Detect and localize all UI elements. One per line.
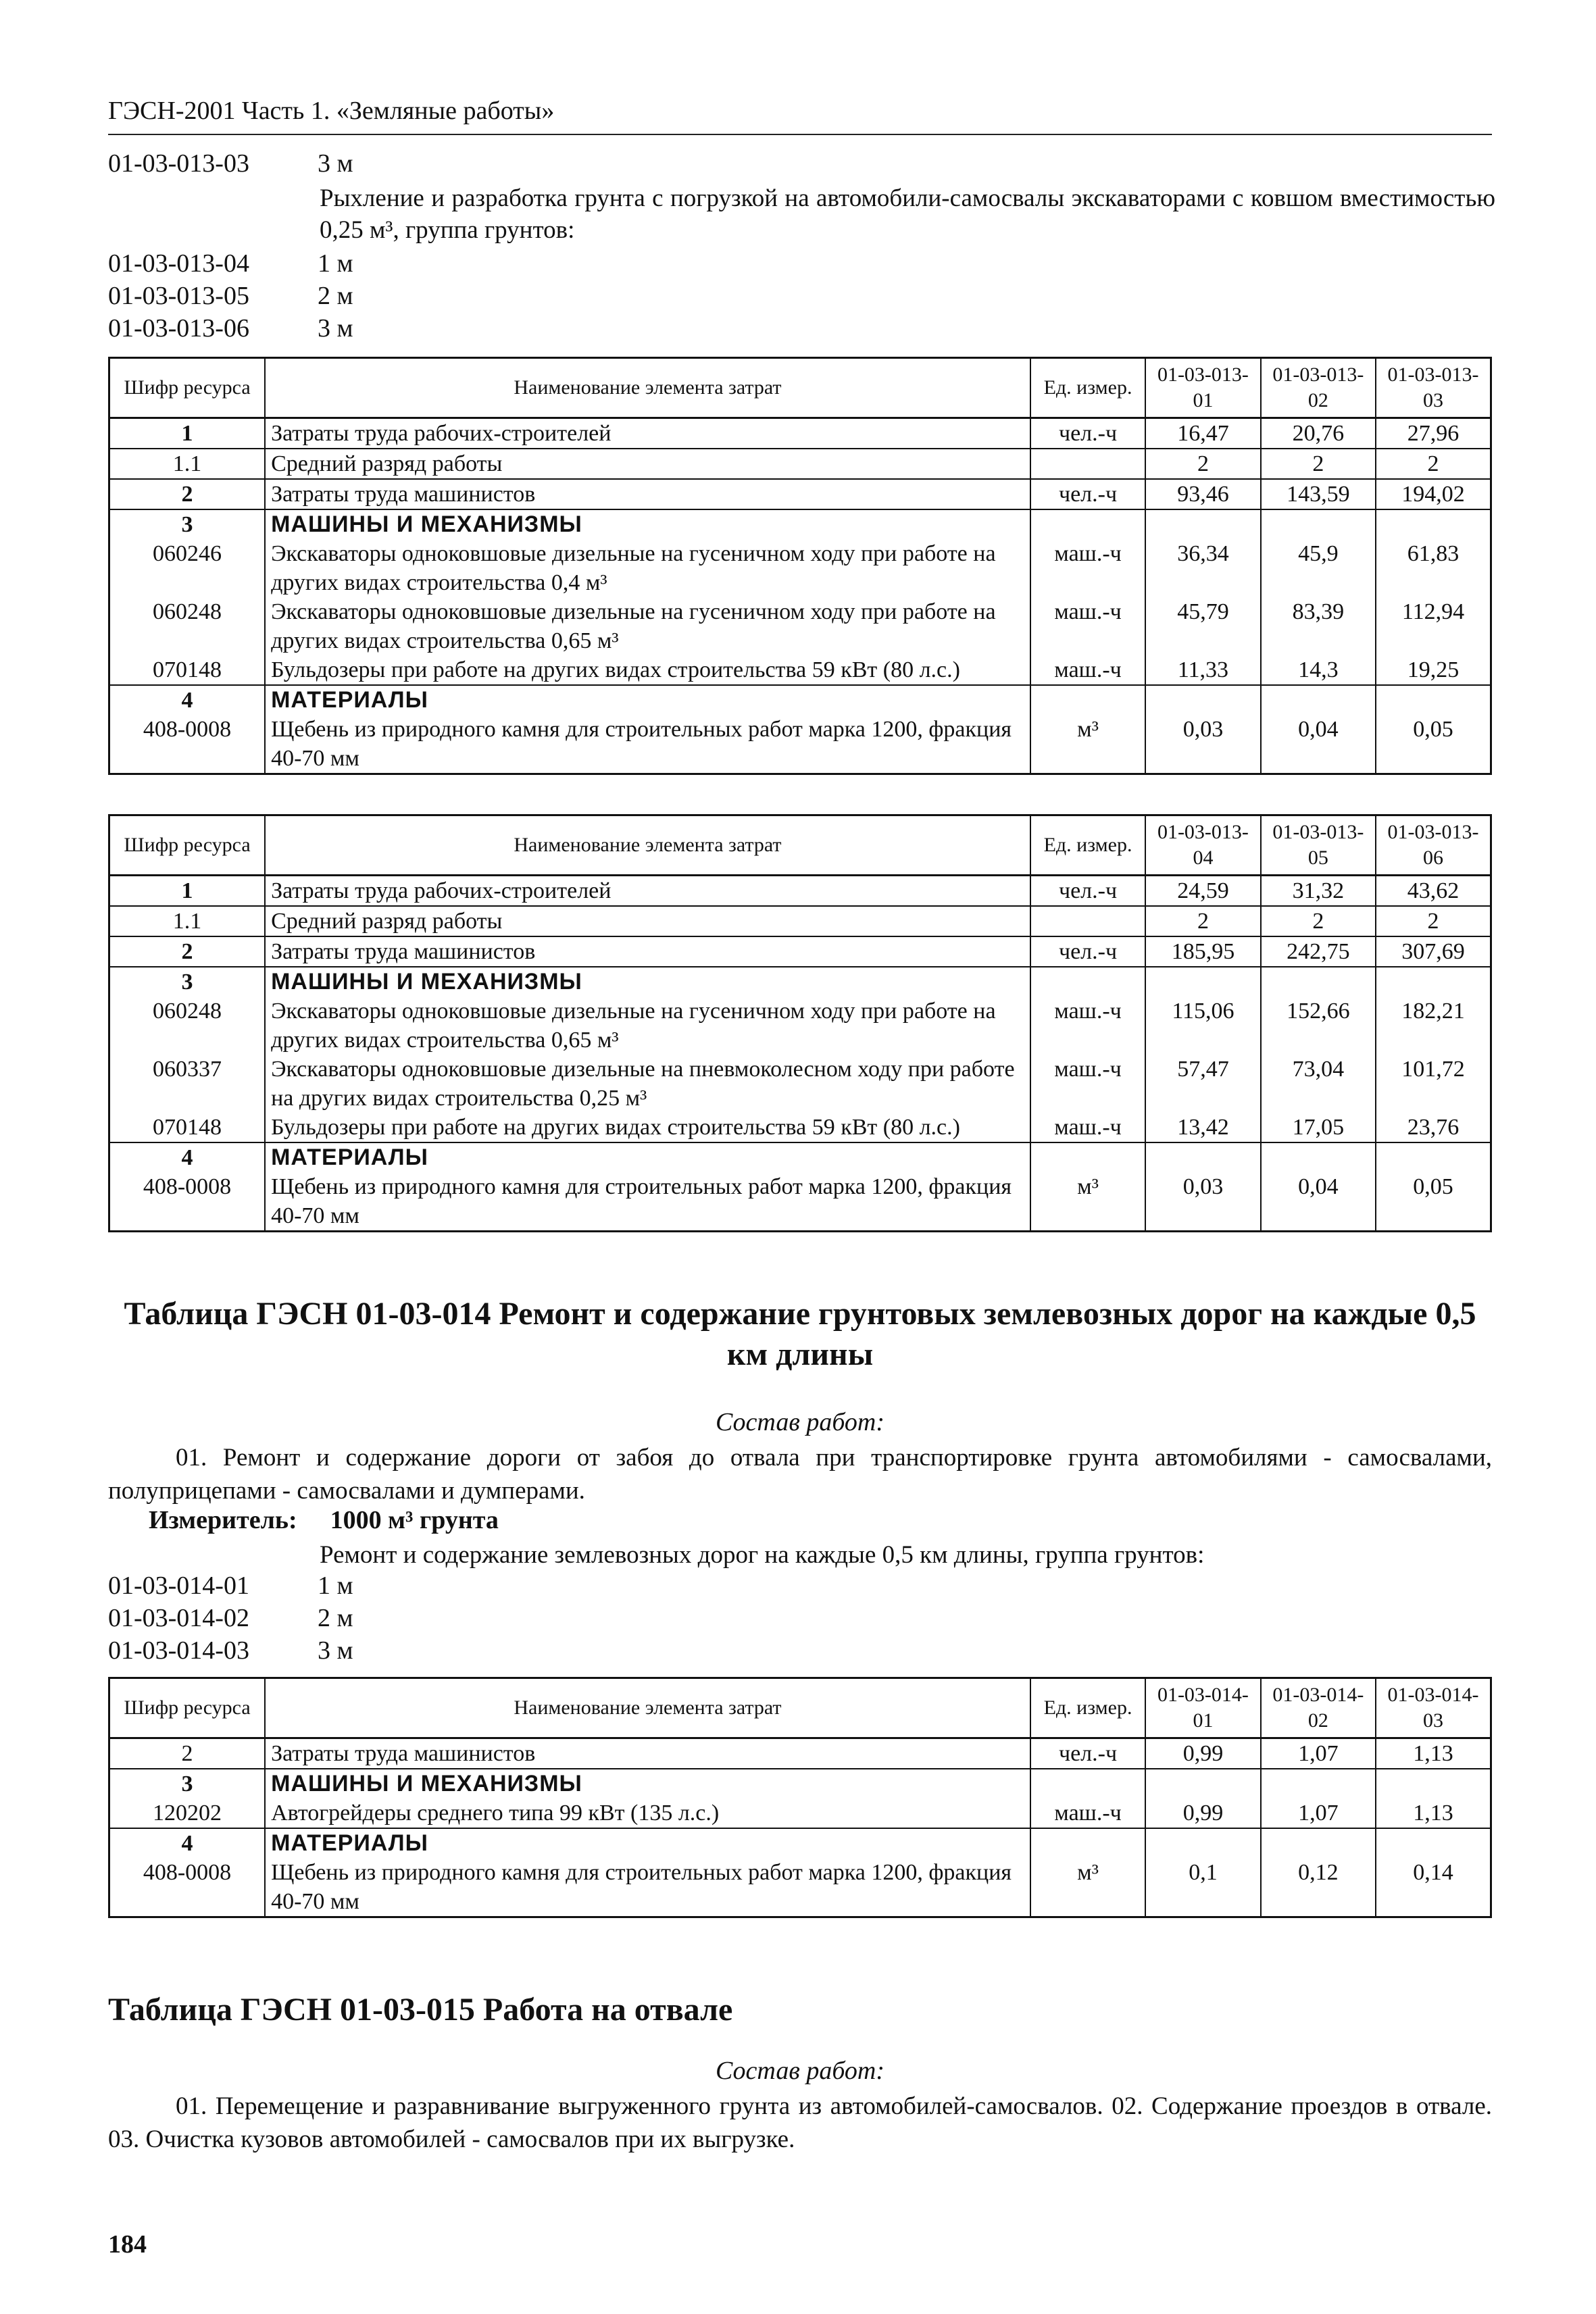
- resource-value: 57,47: [1145, 1055, 1260, 1113]
- measure-value: 1000 м³ грунта: [330, 1506, 499, 1534]
- col-header-norm: 01-03-014-01: [1145, 1678, 1260, 1738]
- resource-name: Затраты труда машинистов: [265, 936, 1030, 967]
- group-row: [109, 1769, 1491, 1799]
- page-number: 184: [108, 2230, 147, 2259]
- table-row: [109, 1799, 1491, 1828]
- document-page: [108, 0, 1493, 2314]
- resource-value: 14,3: [1261, 655, 1376, 685]
- table-row: [109, 876, 1491, 907]
- resource-unit: чел.-ч: [1030, 1738, 1145, 1769]
- resource-unit: чел.-ч: [1030, 418, 1145, 449]
- resource-value: 23,76: [1376, 1113, 1491, 1142]
- resource-code: 2: [109, 479, 266, 509]
- resource-name: Затраты труда рабочих-строителей: [265, 876, 1030, 907]
- resource-value: 11,33: [1145, 655, 1260, 685]
- norm-code: 01-03-013-04: [108, 249, 249, 278]
- resource-value: 31,32: [1261, 876, 1376, 907]
- norm-code: 01-03-013-03: [108, 149, 249, 178]
- running-header: ГЭСН-2001 Часть 1. «Земляные работы»: [108, 96, 1492, 135]
- norm-code: 01-03-014-03: [108, 1636, 249, 1665]
- col-header-norm: 01-03-013-03: [1376, 358, 1491, 418]
- resource-value: 2: [1376, 906, 1491, 936]
- resource-value: 152,66: [1261, 997, 1376, 1055]
- table-row: [109, 1055, 1491, 1113]
- table-row: [109, 539, 1491, 597]
- table-row: [109, 1113, 1491, 1142]
- resource-name: Затраты труда машинистов: [265, 1738, 1030, 1769]
- group-row: [109, 1828, 1491, 1858]
- table-row: [109, 597, 1491, 655]
- resource-code: 2: [109, 936, 266, 967]
- resource-name: Автогрейдеры среднего типа 99 кВт (135 л.с.): [265, 1799, 1030, 1828]
- table-row: [109, 479, 1491, 509]
- col-header-norm: 01-03-013-04: [1145, 815, 1260, 876]
- norm-code: 01-03-014-01: [108, 1571, 249, 1600]
- resource-value: 27,96: [1376, 418, 1491, 449]
- col-header-norm: 01-03-013-02: [1261, 358, 1376, 418]
- resource-value: 0,14: [1376, 1858, 1491, 1917]
- resource-table-3: [108, 1677, 1492, 1918]
- table-row: [109, 1172, 1491, 1232]
- resource-name: Средний разряд работы: [265, 449, 1030, 479]
- resource-unit: м³: [1030, 1172, 1145, 1232]
- resource-value: 0,12: [1261, 1858, 1376, 1917]
- code-line: [108, 1603, 353, 1633]
- resource-value: 13,42: [1145, 1113, 1260, 1142]
- group-heading: МАТЕРИАЛЫ: [265, 685, 1030, 715]
- section-title: Таблица ГЭСН 01-03-014 Ремонт и содержание грунтовых землевозных дорог на каждые 0,5 км длины: [124, 1296, 1476, 1372]
- resource-code: 060248: [109, 997, 266, 1055]
- col-header-code: Шифр ресурса: [109, 815, 266, 876]
- table-row: [109, 655, 1491, 685]
- col-header-norm: 01-03-013-06: [1376, 815, 1491, 876]
- resource-value: 2: [1261, 906, 1376, 936]
- resource-value: 0,03: [1145, 715, 1260, 774]
- col-header-norm: 01-03-013-05: [1261, 815, 1376, 876]
- resource-unit: чел.-ч: [1030, 479, 1145, 509]
- resource-name: Затраты труда машинистов: [265, 479, 1030, 509]
- soil-group: 1 м: [318, 1571, 353, 1600]
- group-heading: МАШИНЫ И МЕХАНИЗМЫ: [265, 1769, 1030, 1799]
- norm-code: 01-03-014-02: [108, 1604, 249, 1632]
- soil-group: 2 м: [318, 1604, 353, 1632]
- col-header-unit: Ед. измер.: [1030, 815, 1145, 876]
- resource-code: 060248: [109, 597, 266, 655]
- group-row: [109, 685, 1491, 715]
- resource-value: 2: [1145, 449, 1260, 479]
- resource-unit: маш.-ч: [1030, 539, 1145, 597]
- code-line: [108, 149, 353, 178]
- composition-text: 01. Ремонт и содержание дороги от забоя до отвала при транспортировке грунта автомобилями - самосвалами, полуприцепами - самосвалами и думперами.: [108, 1444, 1492, 1505]
- group-code: 3: [109, 1769, 266, 1799]
- resource-value: 307,69: [1376, 936, 1491, 967]
- resource-value: 43,62: [1376, 876, 1491, 907]
- resource-value: 0,99: [1145, 1799, 1260, 1828]
- table-row: [109, 418, 1491, 449]
- table-row: [109, 715, 1491, 774]
- soil-group: 1 м: [318, 249, 353, 278]
- col-header-name: Наименование элемента затрат: [265, 358, 1030, 418]
- resource-code: 1.1: [109, 906, 266, 936]
- measure-label: Измеритель:: [149, 1506, 297, 1534]
- resource-value: 0,1: [1145, 1858, 1260, 1917]
- resource-table-1: [108, 357, 1492, 775]
- resource-value: 101,72: [1376, 1055, 1491, 1113]
- resource-value: 0,99: [1145, 1738, 1260, 1769]
- group-code: 4: [109, 1142, 266, 1172]
- resource-value: 2: [1145, 906, 1260, 936]
- norm-code: 01-03-013-06: [108, 314, 249, 343]
- norm-description: Ремонт и содержание землевозных дорог на каждые 0,5 км длины, группа грунтов:: [320, 1541, 1205, 1569]
- norm-code: 01-03-013-05: [108, 282, 249, 310]
- resource-value: 93,46: [1145, 479, 1260, 509]
- resource-unit: чел.-ч: [1030, 936, 1145, 967]
- resource-value: 242,75: [1261, 936, 1376, 967]
- resource-value: 24,59: [1145, 876, 1260, 907]
- resource-name: Бульдозеры при работе на других видах строительства 59 кВт (80 л.с.): [265, 655, 1030, 685]
- resource-value: 112,94: [1376, 597, 1491, 655]
- resource-value: 182,21: [1376, 997, 1491, 1055]
- resource-value: 0,04: [1261, 1172, 1376, 1232]
- soil-group: 2 м: [318, 282, 353, 310]
- resource-value: 0,05: [1376, 1172, 1491, 1232]
- resource-value: 36,34: [1145, 539, 1260, 597]
- soil-group: 3 м: [318, 314, 353, 343]
- resource-value: 83,39: [1261, 597, 1376, 655]
- resource-value: 185,95: [1145, 936, 1260, 967]
- code-line: [108, 281, 353, 311]
- resource-value: 0,03: [1145, 1172, 1260, 1232]
- col-header-norm: 01-03-014-03: [1376, 1678, 1491, 1738]
- composition-label: Состав работ:: [715, 2057, 885, 2085]
- col-header-name: Наименование элемента затрат: [265, 1678, 1030, 1738]
- resource-value: 1,07: [1261, 1738, 1376, 1769]
- col-header-unit: Ед. измер.: [1030, 358, 1145, 418]
- resource-code: 070148: [109, 1113, 266, 1142]
- group-heading: МАШИНЫ И МЕХАНИЗМЫ: [265, 509, 1030, 539]
- resource-value: 1,07: [1261, 1799, 1376, 1828]
- table-row: [109, 1858, 1491, 1917]
- code-line: [108, 249, 353, 278]
- resource-value: 2: [1261, 449, 1376, 479]
- soil-group: 3 м: [318, 1636, 353, 1665]
- resource-value: 115,06: [1145, 997, 1260, 1055]
- table-row: [109, 449, 1491, 479]
- group-heading: МАШИНЫ И МЕХАНИЗМЫ: [265, 967, 1030, 997]
- resource-value: 17,05: [1261, 1113, 1376, 1142]
- resource-unit: [1030, 449, 1145, 479]
- resource-name: Экскаваторы одноковшовые дизельные на гусеничном ходу при работе на других видах строительства 0,4 м³: [265, 539, 1030, 597]
- composition-text: 01. Перемещение и разравнивание выгруженного грунта из автомобилей-самосвалов. 02. Содержание проездов в отвале. 03. Очистка кузовов автомобилей - самосвалов при их выгрузке.: [108, 2092, 1492, 2153]
- resource-code: 1.1: [109, 449, 266, 479]
- table-row: [109, 1738, 1491, 1769]
- group-heading: МАТЕРИАЛЫ: [265, 1828, 1030, 1858]
- resource-unit: маш.-ч: [1030, 655, 1145, 685]
- composition-label: Состав работ:: [715, 1408, 885, 1436]
- resource-value: 61,83: [1376, 539, 1491, 597]
- resource-value: 143,59: [1261, 479, 1376, 509]
- resource-name: Экскаваторы одноковшовые дизельные на гусеничном ходу при работе на других видах строительства 0,65 м³: [265, 597, 1030, 655]
- resource-value: 2: [1376, 449, 1491, 479]
- col-header-norm: 01-03-014-02: [1261, 1678, 1376, 1738]
- resource-value: 73,04: [1261, 1055, 1376, 1113]
- resource-name: Щебень из природного камня для строительных работ марка 1200, фракция 40-70 мм: [265, 1858, 1030, 1917]
- col-header-code: Шифр ресурса: [109, 358, 266, 418]
- resource-code: 408-0008: [109, 715, 266, 774]
- code-line: [108, 1636, 353, 1665]
- group-code: 3: [109, 509, 266, 539]
- resource-value: 0,05: [1376, 715, 1491, 774]
- resource-unit: маш.-ч: [1030, 597, 1145, 655]
- code-line: [108, 1571, 353, 1601]
- group-row: [109, 967, 1491, 997]
- group-code: 4: [109, 685, 266, 715]
- group-code: 4: [109, 1828, 266, 1858]
- group-row: [109, 509, 1491, 539]
- resource-value: 1,13: [1376, 1738, 1491, 1769]
- group-row: [109, 1142, 1491, 1172]
- resource-value: 16,47: [1145, 418, 1260, 449]
- resource-code: 070148: [109, 655, 266, 685]
- norm-description: Рыхление и разработка грунта с погрузкой на автомобили-самосвалы экскаваторами с ковшом вместимостью 0,25 м³, группа грунтов:: [320, 184, 1495, 244]
- resource-value: 1,13: [1376, 1799, 1491, 1828]
- resource-name: Щебень из природного камня для строительных работ марка 1200, фракция 40-70 мм: [265, 715, 1030, 774]
- resource-code: 408-0008: [109, 1858, 266, 1917]
- col-header-norm: 01-03-013-01: [1145, 358, 1260, 418]
- resource-code: 1: [109, 418, 266, 449]
- resource-name: Затраты труда рабочих-строителей: [265, 418, 1030, 449]
- resource-code: 060337: [109, 1055, 266, 1113]
- col-header-code: Шифр ресурса: [109, 1678, 266, 1738]
- col-header-name: Наименование элемента затрат: [265, 815, 1030, 876]
- resource-unit: [1030, 906, 1145, 936]
- resource-code: 408-0008: [109, 1172, 266, 1232]
- resource-value: 19,25: [1376, 655, 1491, 685]
- table-row: [109, 906, 1491, 936]
- resource-unit: чел.-ч: [1030, 876, 1145, 907]
- resource-value: 45,9: [1261, 539, 1376, 597]
- resource-table-2: [108, 814, 1492, 1232]
- resource-unit: маш.-ч: [1030, 1055, 1145, 1113]
- resource-name: Средний разряд работы: [265, 906, 1030, 936]
- resource-name: Бульдозеры при работе на других видах строительства 59 кВт (80 л.с.): [265, 1113, 1030, 1142]
- resource-code: 120202: [109, 1799, 266, 1828]
- section-title: Таблица ГЭСН 01-03-015 Работа на отвале: [108, 1992, 733, 2028]
- resource-unit: маш.-ч: [1030, 997, 1145, 1055]
- group-code: 3: [109, 967, 266, 997]
- resource-code: 1: [109, 876, 266, 907]
- resource-value: 45,79: [1145, 597, 1260, 655]
- group-heading: МАТЕРИАЛЫ: [265, 1142, 1030, 1172]
- resource-code: 2: [109, 1738, 266, 1769]
- soil-group: 3 м: [318, 149, 353, 178]
- table-row: [109, 936, 1491, 967]
- measure-line: [149, 1505, 499, 1535]
- resource-name: Экскаваторы одноковшовые дизельные на гусеничном ходу при работе на других видах строительства 0,65 м³: [265, 997, 1030, 1055]
- resource-value: 0,04: [1261, 715, 1376, 774]
- code-line: [108, 313, 353, 343]
- resource-value: 194,02: [1376, 479, 1491, 509]
- resource-unit: м³: [1030, 715, 1145, 774]
- resource-code: 060246: [109, 539, 266, 597]
- resource-unit: м³: [1030, 1858, 1145, 1917]
- resource-unit: маш.-ч: [1030, 1113, 1145, 1142]
- resource-name: Экскаваторы одноковшовые дизельные на пневмоколесном ходу при работе на других видах строительства 0,25 м³: [265, 1055, 1030, 1113]
- resource-name: Щебень из природного камня для строительных работ марка 1200, фракция 40-70 мм: [265, 1172, 1030, 1232]
- table-row: [109, 997, 1491, 1055]
- col-header-unit: Ед. измер.: [1030, 1678, 1145, 1738]
- resource-unit: маш.-ч: [1030, 1799, 1145, 1828]
- resource-value: 20,76: [1261, 418, 1376, 449]
